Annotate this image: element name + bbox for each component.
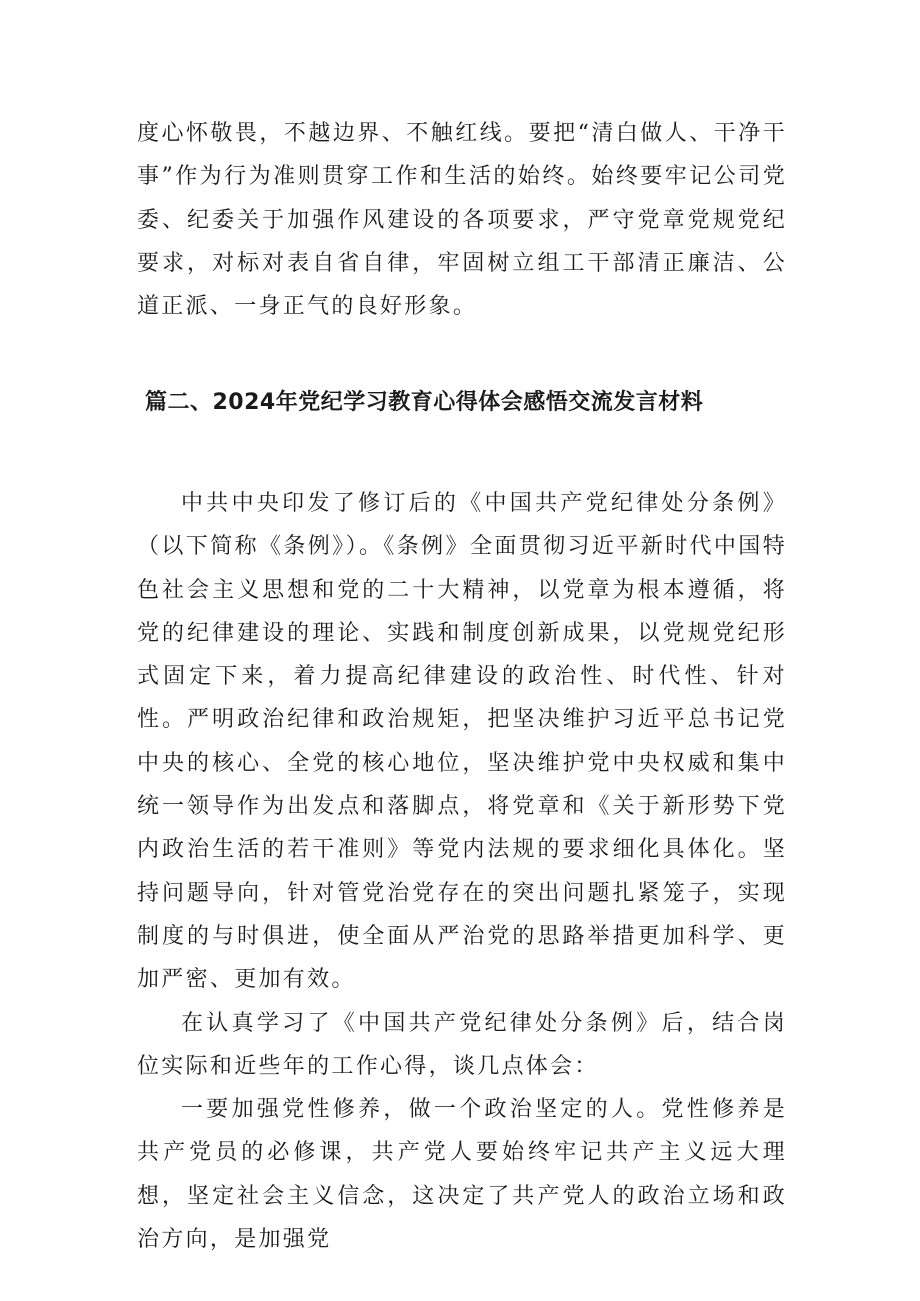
section-heading: 篇二、2024年党纪学习教育心得体会感悟交流发言材料 <box>145 390 704 415</box>
body-paragraph-1: 中共中央印发了修订后的《中国共产党纪律处分条例》（以下简称《条例》）。《条例》全面贯彻习近平新时代中国特色社会主义思想和党的二十大精神，以党章为根本遵循，将党的纪律建设的理论、实践和制度创新成果，以党规党纪形式固定下来，着力提高纪律建设的政治性、时代性、针对性。严明政治纪律和政治规矩，把坚决维护习近平总书记党中央的核心、全党的核心地位，坚决维护党中央权威和集中统一领导作为出发点和落脚点，将党章和《关于新形势下党内政治生活的若干准则》等党内法规的要求细化具体化。坚持问题导向，针对管党治党存在的突出问题扎紧笼子，实现制度的与时俱进，使全面从严治党的思路举措更加科学、更加严密、更加有效。 <box>137 491 787 993</box>
body-paragraph-2: 在认真学习了《中国共产党纪律处分条例》后，结合岗位实际和近些年的工作心得，谈几点体会： <box>137 1010 787 1079</box>
section-body <box>137 482 787 1261</box>
continued-paragraph: 度心怀敬畏，不越边界、不触红线。要把“清白做人、干净干事”作为行为准则贯穿工作和生活的始终。始终要牢记公司党委、纪委关于加强作风建设的各项要求，严守党章党规党纪要求，对标对表自省自律，牢固树立组工干部清正廉洁、公道正派、一身正气的良好形象。 <box>137 121 787 320</box>
body-paragraph-3: 一要加强党性修养，做一个政治坚定的人。党性修养是共产党员的必修课，共产党人要始终牢记共产主义远大理想，坚定社会主义信念，这决定了共产党人的政治立场和政治方向，是加强党 <box>137 1097 787 1253</box>
